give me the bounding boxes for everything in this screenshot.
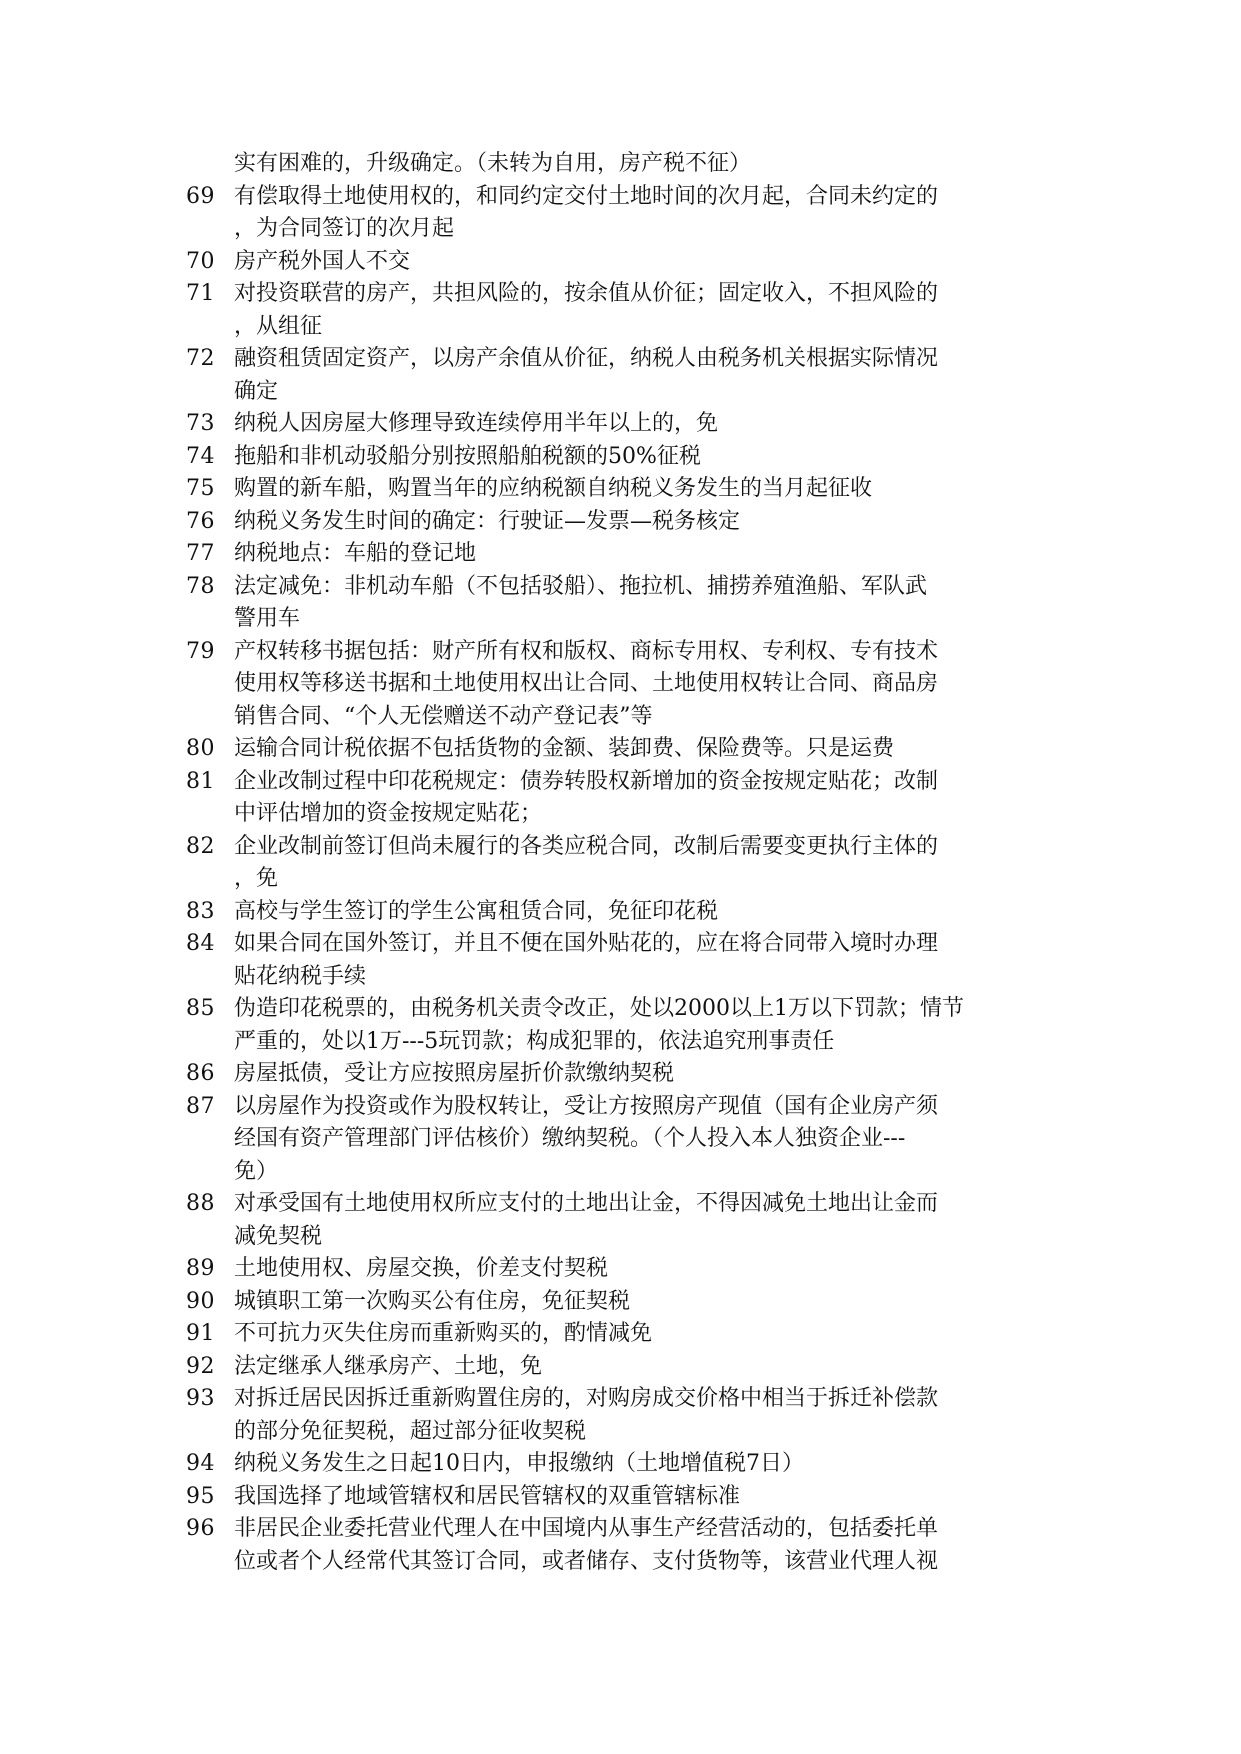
item-number: 75 xyxy=(186,476,215,501)
item-number: 86 xyxy=(186,1061,215,1086)
item-number: 69 xyxy=(186,183,215,209)
item-number: 79 xyxy=(186,638,215,664)
list-item xyxy=(186,636,1066,734)
list-item xyxy=(186,246,1066,279)
item-text-line: 房产税外国人不交 xyxy=(234,248,411,274)
item-number: 70 xyxy=(186,248,215,274)
item-number: 94 xyxy=(186,1451,215,1476)
item-text-line: 中评估增加的资金按规定贴花； xyxy=(234,801,543,826)
item-number: 72 xyxy=(186,346,215,371)
item-number: 81 xyxy=(186,768,215,794)
item-number: 76 xyxy=(186,508,215,534)
item-text-line: 对拆迁居民因拆迁重新购置住房的，对购房成交价格中相当于拆迁补偿款 xyxy=(234,1386,939,1411)
item-number: 91 xyxy=(186,1321,215,1346)
item-number: 77 xyxy=(186,541,215,566)
item-text-line: 非居民企业委托营业代理人在中国境内从事生产经营活动的，包括委托单 xyxy=(234,1516,939,1541)
item-text-line: 房屋抵债，受让方应按照房屋折价款缴纳契税 xyxy=(234,1061,675,1086)
item-text-line: 我国选择了地域管辖权和居民管辖权的双重管辖标准 xyxy=(234,1483,741,1509)
item-text-line: 如果合同在国外签订，并且不便在国外贴花的，应在将合同带入境时办理 xyxy=(234,931,939,956)
list-item xyxy=(186,1448,1066,1481)
list-item xyxy=(186,928,1066,993)
item-number: 93 xyxy=(186,1386,215,1411)
list-item xyxy=(186,538,1066,571)
item-text-line: ，免 xyxy=(234,866,279,891)
item-text-line: 严重的，处以1万---5玩罚款；构成犯罪的，依法追究刑事责任 xyxy=(234,1028,835,1054)
item-number: 74 xyxy=(186,443,215,469)
item-text-line: 纳税地点：车船的登记地 xyxy=(234,541,477,566)
item-number: 78 xyxy=(186,573,215,599)
list-item xyxy=(186,1318,1066,1351)
item-number: 87 xyxy=(186,1093,215,1119)
item-number: 92 xyxy=(186,1353,215,1379)
item-text-line: 运输合同计税依据不包括货物的金额、装卸费、保险费等。只是运费 xyxy=(234,736,895,761)
item-text-line: 企业改制过程中印花税规定：债券转股权新增加的资金按规定贴花；改制 xyxy=(234,768,939,794)
item-text-line: 的部分免征契税，超过部分征收契税 xyxy=(234,1418,587,1444)
item-text-line: 高校与学生签订的学生公寓租赁合同，免征印花税 xyxy=(234,898,719,924)
item-text-line: 位或者个人经常代其签订合同，或者储存、支付货物等，该营业代理人视 xyxy=(234,1548,939,1574)
item-number: 95 xyxy=(186,1483,215,1509)
item-text-line: 贴花纳税手续 xyxy=(234,963,367,989)
item-number: 71 xyxy=(186,281,215,306)
item-text-line: 拖船和非机动驳船分别按照船舶税额的50%征税 xyxy=(234,443,701,469)
item-number: 84 xyxy=(186,931,215,956)
item-text-line: ，从组征 xyxy=(234,313,323,339)
list-item xyxy=(186,278,1066,343)
item-text-line: 土地使用权、房屋交换，价差支付契税 xyxy=(234,1256,609,1281)
list-item xyxy=(186,1513,1066,1578)
item-text-line: 销售合同、“个人无偿赠送不动产登记表”等 xyxy=(234,703,653,729)
item-text-line: 城镇职工第一次购买公有住房，免征契税 xyxy=(234,1288,631,1314)
item-text-line: 法定减免：非机动车船（不包括驳船）、拖拉机、捕捞养殖渔船、军队武 xyxy=(234,573,928,599)
list-item xyxy=(186,1188,1066,1253)
item-text-line: 不可抗力灭失住房而重新购买的，酌情减免 xyxy=(234,1321,653,1346)
list-item xyxy=(186,733,1066,766)
item-number: 90 xyxy=(186,1288,215,1314)
list-item xyxy=(186,571,1066,636)
list-item xyxy=(186,1058,1066,1091)
item-text-line: 确定 xyxy=(234,378,279,404)
item-text-line: 有偿取得土地使用权的，和同约定交付土地时间的次月起，合同未约定的 xyxy=(234,183,939,209)
list-item xyxy=(186,1481,1066,1514)
item-number: 85 xyxy=(186,996,215,1021)
item-text-line: 融资租赁固定资产，以房产余值从价征，纳税人由税务机关根据实际情况 xyxy=(234,346,939,371)
list-item xyxy=(186,831,1066,896)
list-item xyxy=(186,1351,1066,1384)
item-text-line: 法定继承人继承房产、土地，免 xyxy=(234,1353,543,1379)
item-text-line: 实有困难的，升级确定。（未转为自用，房产税不征） xyxy=(234,151,752,176)
item-text-line: 购置的新车船，购置当年的应纳税额自纳税义务发生的当月起征收 xyxy=(234,476,873,501)
item-number: 96 xyxy=(186,1516,215,1541)
list-item xyxy=(186,408,1066,441)
item-text-line: 伪造印花税票的，由税务机关责令改正，处以2000以上1万以下罚款；情节 xyxy=(234,996,964,1021)
list-item xyxy=(186,181,1066,246)
item-text-line: 对投资联营的房产，共担风险的，按余值从价征；固定收入，不担风险的 xyxy=(234,281,939,306)
list-item xyxy=(186,1383,1066,1448)
item-number: 80 xyxy=(186,736,215,761)
list-item xyxy=(186,1286,1066,1319)
list-item xyxy=(186,441,1066,474)
item-number: 82 xyxy=(186,833,215,859)
list-item xyxy=(186,993,1066,1058)
item-text-line: 以房屋作为投资或作为股权转让，受让方按照房产现值（国有企业房产须 xyxy=(234,1093,939,1119)
list-item xyxy=(186,506,1066,539)
item-text-line: 警用车 xyxy=(234,606,301,631)
list-item xyxy=(186,766,1066,831)
list-item xyxy=(186,896,1066,929)
item-number: 88 xyxy=(186,1191,215,1216)
item-text-line: 产权转移书据包括：财产所有权和版权、商标专用权、专利权、专有技术 xyxy=(234,638,939,664)
item-text-line: 企业改制前签订但尚未履行的各类应税合同，改制后需要变更执行主体的 xyxy=(234,833,939,859)
list-item xyxy=(186,1253,1066,1286)
item-text-line: ，为合同签订的次月起 xyxy=(234,216,455,241)
item-text-line: 免） xyxy=(234,1158,279,1184)
list-item xyxy=(186,473,1066,506)
item-text-line: 使用权等移送书据和土地使用权出让合同、土地使用权转让合同、商品房 xyxy=(234,671,939,696)
item-text-line: 对承受国有土地使用权所应支付的土地出让金，不得因减免土地出让金而 xyxy=(234,1191,939,1216)
tax-notes-list xyxy=(186,148,1066,1578)
item-text-line: 减免契税 xyxy=(234,1223,323,1249)
list-item xyxy=(186,148,1066,181)
item-number: 89 xyxy=(186,1256,215,1281)
item-text-line: 纳税义务发生之日起10日内，申报缴纳（土地增值税7日） xyxy=(234,1451,804,1476)
item-number: 73 xyxy=(186,411,215,436)
item-text-line: 纳税人因房屋大修理导致连续停用半年以上的，免 xyxy=(234,411,719,436)
list-item xyxy=(186,1091,1066,1189)
item-text-line: 经国有资产管理部门评估核价）缴纳契税。（个人投入本人独资企业--- xyxy=(234,1126,906,1151)
item-text-line: 纳税义务发生时间的确定：行驶证—发票—税务核定 xyxy=(234,508,741,534)
item-number: 83 xyxy=(186,898,215,924)
list-item xyxy=(186,343,1066,408)
